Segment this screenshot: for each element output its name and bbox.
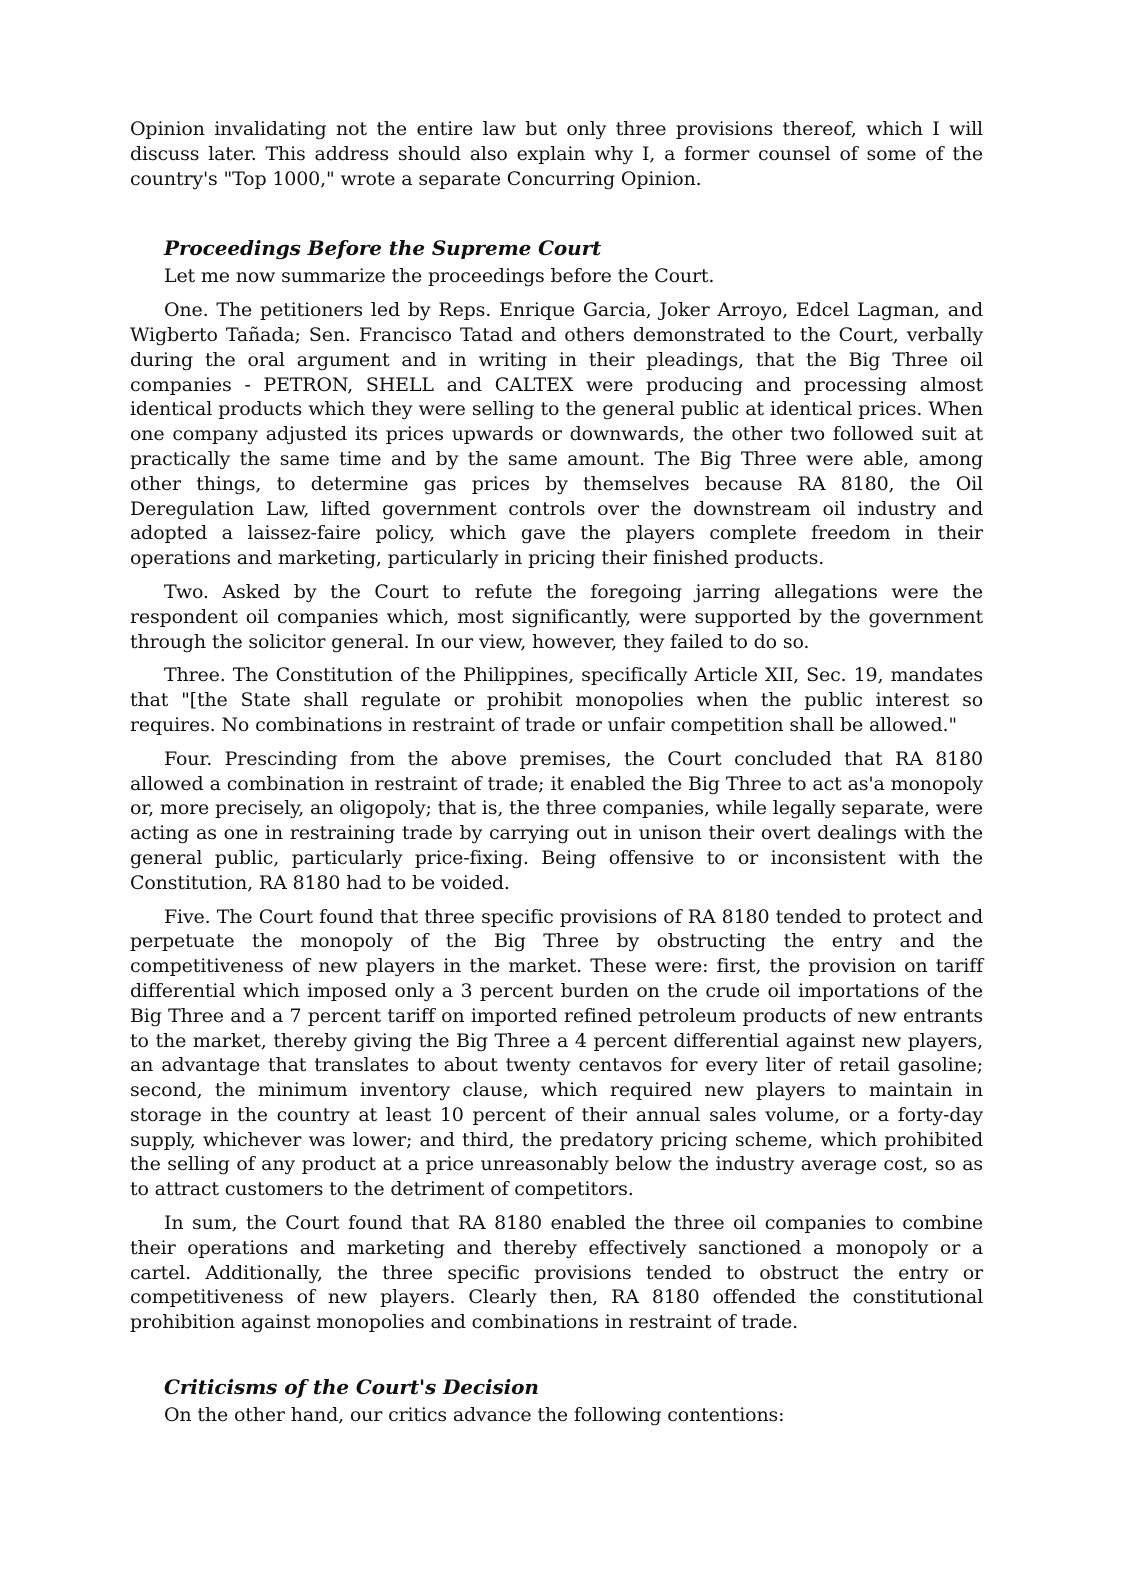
intro-paragraph: Opinion invalidating not the entire law but only three provisions thereof, which I will discuss later. This address should also explain why I, a former counsel of some of the country's "Top 1000," wrote a separate Concurring Opinion. bbox=[130, 118, 983, 190]
paragraph-three: Three. The Constitution of the Philippines, specifically Article XII, Sec. 19, mandates that "[the State shall regulate or prohibit monopolies when the public interest so requires. No combinations in restraint of trade or unfair competition shall be allowed." bbox=[130, 664, 983, 736]
paragraph-critics-lead: On the other hand, our critics advance the following contentions: bbox=[164, 1404, 785, 1427]
section-heading-proceedings: Proceedings Before the Supreme Court bbox=[164, 236, 602, 261]
section-heading-criticisms: Criticisms of the Court's Decision bbox=[164, 1375, 539, 1400]
paragraph-two: Two. Asked by the Court to refute the foregoing jarring allegations were the respondent oil companies which, most significantly, were supported by the government through the solicitor general. In our view, however, they failed to do so. bbox=[130, 580, 983, 653]
paragraph-one: One. The petitioners led by Reps. Enrique Garcia, Joker Arroyo, Edcel Lagman, and Wigberto Tañada; Sen. Francisco Tatad and others demonstrated to the Court, verbally during the oral argument and in writing in their pleadings, that the Big Three oil companies - PETRON, SHELL and CALTEX were producing and processing almost identical products which they were selling to the general public at identical prices. When one company adjusted its prices upwards or downwards, the other two followed suit at practically the same time and by the same amount. The Big Three were able, among other things, to determine gas prices by themselves because RA 8180, the Oil Deregulation Law, lifted government controls over the downstream oil industry and adopted a laissez-faire policy, which gave the players complete freedom in their operations and marketing, particularly in pricing their finished products. bbox=[130, 299, 983, 570]
paragraph-four: Four. Prescinding from the above premises, the Court concluded that RA 8180 allowed a combination in restraint of trade; it enabled the Big Three to act as'a monopoly or, more precisely, an oligopoly; that is, the three companies, while legally separate, were acting as one in restraining trade by carrying out in unison their overt dealings with the general public, particularly price-fixing. Being offensive to or inconsistent with the Constitution, RA 8180 had to be voided. bbox=[130, 747, 983, 894]
paragraph-summary-lead: Let me now summarize the proceedings before the Court. bbox=[164, 265, 715, 288]
document-page bbox=[130, 117, 983, 1428]
paragraph-five: Five. The Court found that three specific provisions of RA 8180 tended to protect and perpetuate the monopoly of the Big Three by obstructing the entry and the competitiveness of new players in the market. These were: first, the provision on tariff differential which imposed only a 3 percent burden on the crude oil importations of the Big Three and a 7 percent tariff on imported refined petroleum products of new entrants to the market, thereby giving the Big Three a 4 percent differential against new players, an advantage that translates to about twenty centavos for every liter of retail gasoline; second, the minimum inventory clause, which required new players to maintain in storage in the country at least 10 percent of their annual sales volume, or a forty-day supply, whichever was lower; and third, the predatory pricing scheme, which prohibited the selling of any product at a price unreasonably below the industry average cost, so as to attract customers to the detriment of competitors. bbox=[130, 905, 983, 1201]
paragraph-in-sum: In sum, the Court found that RA 8180 enabled the three oil companies to combine their operations and marketing and thereby effectively sanctioned a monopoly or a cartel. Additionally, the three specific provisions tended to obstruct the entry or competitiveness of new players. Clearly then, RA 8180 offended the constitutional prohibition against monopolies and combinations in restraint of trade. bbox=[130, 1212, 983, 1334]
